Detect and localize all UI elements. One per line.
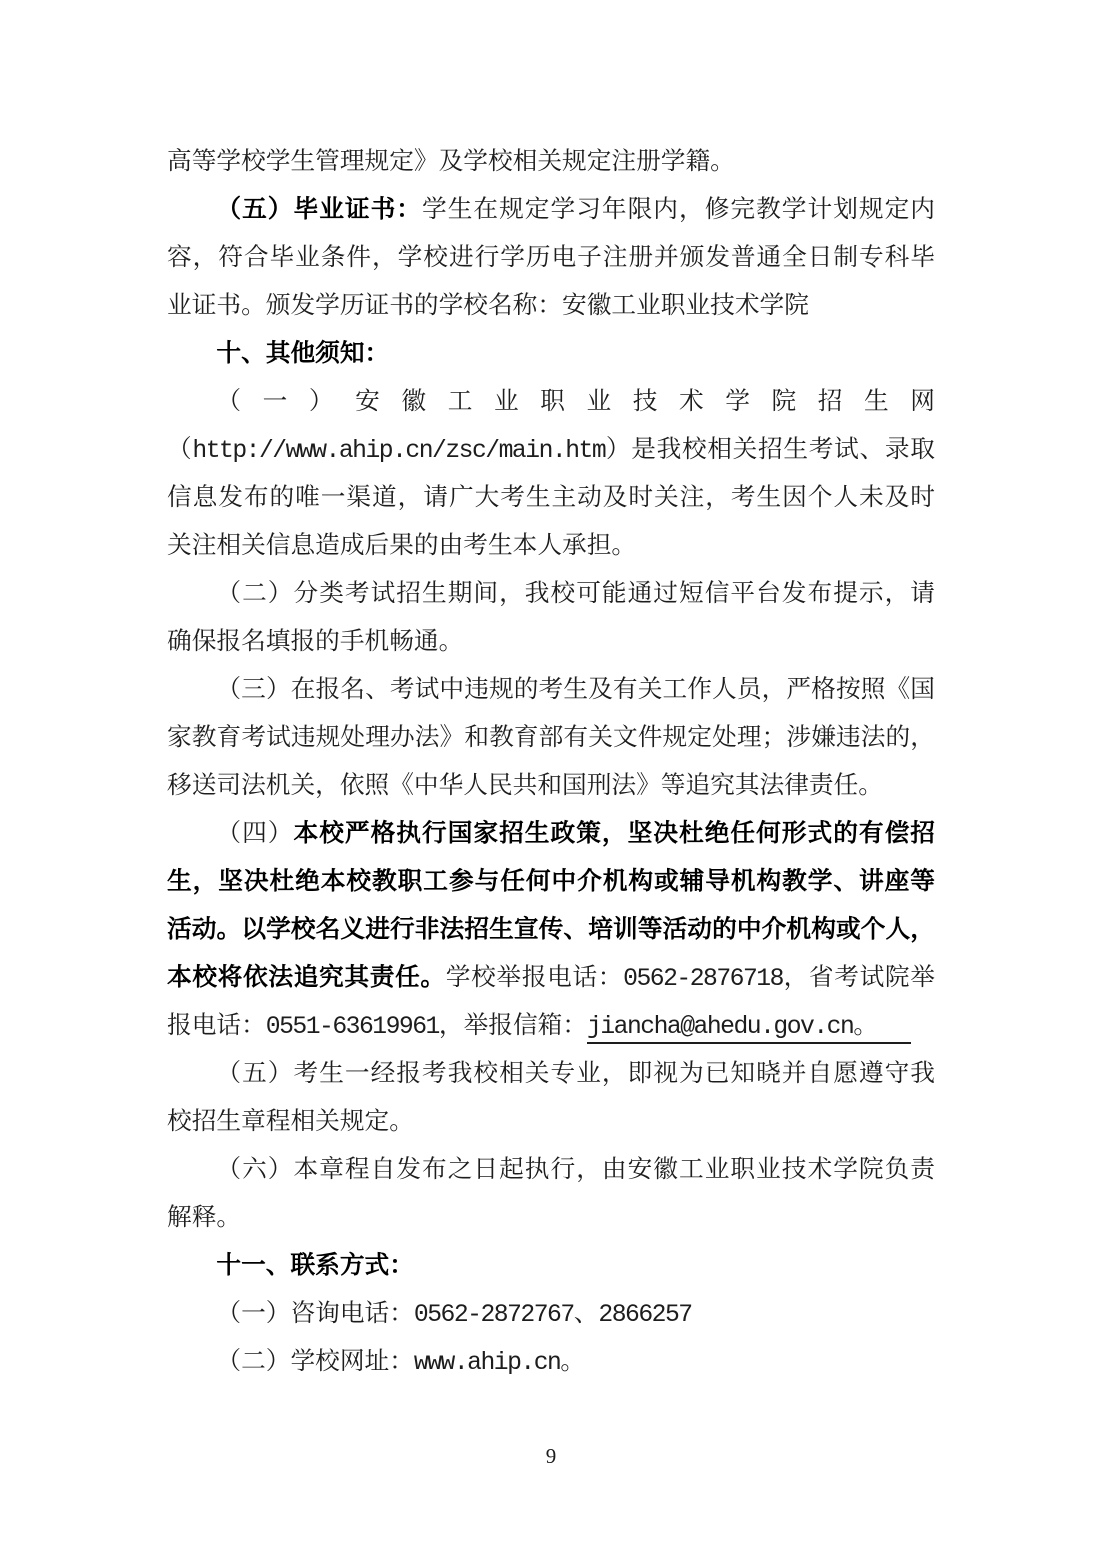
text-line: [167, 283, 935, 331]
text-line: [167, 1339, 935, 1387]
text-run: 移送司法机关，依照《中华人民共和国刑法》等追究其法律责任。: [167, 773, 883, 801]
text-run: （二）学校网址：www.ahip.cn。: [216, 1349, 586, 1377]
text-line: [167, 667, 935, 715]
para-registration-closing: [167, 139, 935, 187]
latin-text: www.ahip.cn: [413, 1349, 561, 1377]
para-2-sms-notice: [167, 571, 935, 667]
text-line: [167, 1051, 935, 1099]
text-run: 家教育考试违规处理办法》和教育部有关文件规定处理；涉嫌违法的，: [167, 725, 935, 753]
text-line: [167, 715, 935, 763]
para-5-acknowledgement: [167, 1051, 935, 1147]
text-line: [167, 1003, 935, 1051]
text-run: （一）安徽工业职业技术学院招生网: [216, 389, 935, 417]
text-run: 确保报名填报的手机畅通。: [167, 629, 464, 657]
text-run: 十一、联系方式：: [216, 1253, 414, 1281]
text-run: （http://www.ahip.cn/zsc/main.htm）是我校相关招生考试、录取: [167, 437, 935, 465]
para-3-violations: [167, 667, 935, 811]
latin-text: 2866257: [598, 1301, 692, 1329]
text-run: 校招生章程相关规定。: [167, 1109, 414, 1137]
text-run: 学生在规定学习年限内，修完教学计划规定内: [422, 197, 935, 225]
para-4-anti-fraud: [167, 811, 935, 1051]
text-line: [167, 1099, 935, 1147]
para-5-diploma: [167, 187, 935, 331]
latin-text: 0551-63619961: [265, 1013, 439, 1041]
text-line: [167, 763, 935, 811]
text-run: 高等学校学生管理规定》及学校相关规定注册学籍。: [167, 149, 735, 177]
text-line: [167, 1195, 935, 1243]
text-run: （二）分类考试招生期间，我校可能通过短信平台发布提示，请: [216, 581, 935, 609]
text-line: [167, 139, 935, 187]
text-run: 活动。以学校名义进行非法招生宣传、培训等活动的中介机构或个人，: [167, 917, 935, 945]
text-run: 本校严格执行国家招生政策，坚决杜绝任何形式的有偿招: [293, 821, 935, 849]
text-line: [167, 859, 935, 907]
text-line: [167, 571, 935, 619]
page-number: 9: [545, 1444, 557, 1468]
text-run: （六）本章程自发布之日起执行，由安徽工业职业技术学院负责: [216, 1157, 935, 1185]
text-run: （五）考生一经报考我校相关专业，即视为已知晓并自愿遵守我: [216, 1061, 935, 1089]
heading-10-other-notes: [167, 331, 935, 379]
text-run: 学校举报电话：0562-2876718，省考试院举: [445, 965, 935, 993]
text-run: 生，坚决杜绝本校教职工参与任何中介机构或辅导机构教学、讲座等: [167, 869, 935, 897]
text-run: 本校将依法追究其责任。: [167, 965, 446, 993]
document-body: [167, 139, 935, 1387]
text-line: [167, 235, 935, 283]
text-line: [167, 1291, 935, 1339]
text-line: [167, 379, 935, 427]
text-line: [167, 955, 935, 1003]
text-line: [167, 619, 935, 667]
text-line: [167, 811, 935, 859]
text-run: 十、其他须知：: [216, 341, 390, 369]
text-line: [167, 1147, 935, 1195]
text-line: [167, 331, 935, 379]
text-line: [167, 475, 935, 523]
text-line: [167, 187, 935, 235]
text-run: （五）毕业证书：: [216, 197, 422, 225]
text-run: 报电话：0551-63619961，举报信箱：: [167, 1013, 588, 1041]
latin-text: jiancha@ahedu.gov.cn: [587, 1013, 854, 1041]
latin-text: 0562-2876718: [623, 965, 783, 993]
latin-text: http://www.ahip.cn/zsc/main.htm: [192, 437, 606, 465]
heading-11-contact: [167, 1243, 935, 1291]
text-run: 业证书。颁发学历证书的学校名称：安徽工业职业技术学院: [167, 293, 809, 321]
text-run: 关注相关信息造成后果的由考生本人承担。: [167, 533, 637, 561]
para-1-admissions-website: [167, 379, 935, 571]
report-email-link[interactable]: jiancha@ahedu.gov.cn。: [587, 1013, 911, 1044]
text-run: （四）: [216, 821, 294, 849]
text-line: [167, 523, 935, 571]
para-contact-phone: [167, 1291, 935, 1339]
text-line: [167, 907, 935, 955]
text-run: 容，符合毕业条件，学校进行学历电子注册并颁发普通全日制专科毕: [167, 245, 935, 273]
para-6-effective-date: [167, 1147, 935, 1243]
text-run: （三）在报名、考试中违规的考生及有关工作人员，严格按照《国: [216, 677, 935, 705]
page-footer: [0, 1432, 1102, 1480]
text-run: （一）咨询电话：0562-2872767、2866257: [216, 1301, 692, 1329]
text-run: 信息发布的唯一渠道，请广大考生主动及时关注，考生因个人未及时: [167, 485, 935, 513]
para-contact-website: [167, 1339, 935, 1387]
text-line: [167, 1243, 935, 1291]
text-run: 解释。: [167, 1205, 242, 1233]
latin-text: 0562-2872767: [413, 1301, 574, 1329]
text-line: [167, 427, 935, 475]
